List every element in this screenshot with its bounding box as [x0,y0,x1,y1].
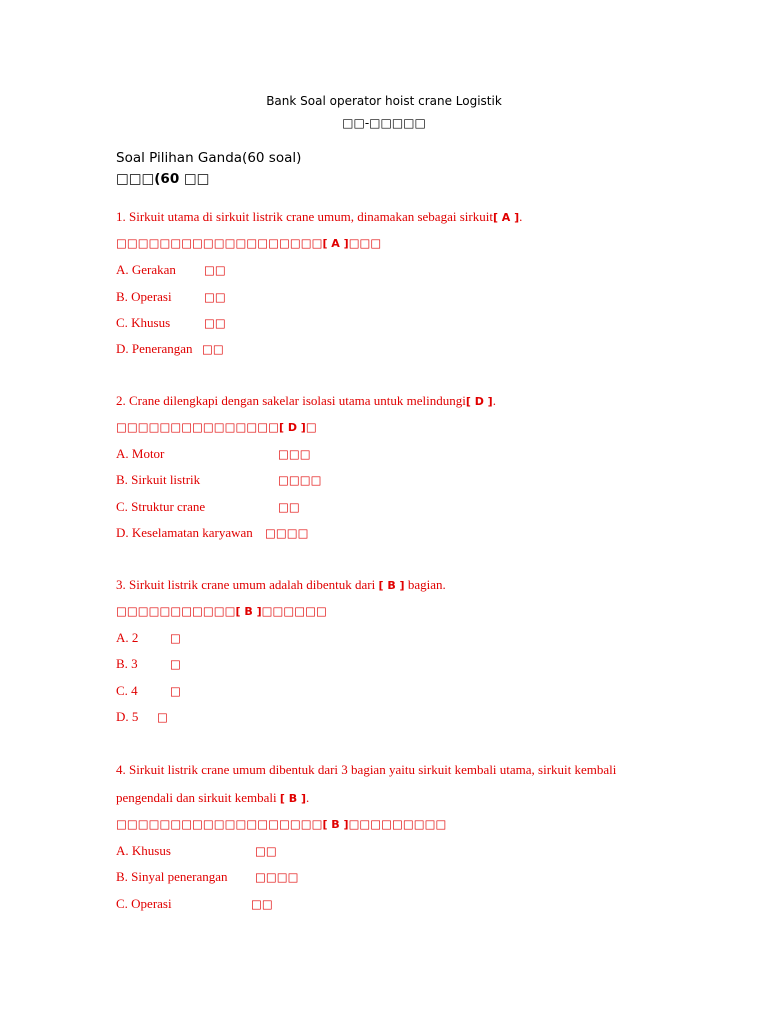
question-3-option-a: A. 2 □ [116,630,181,645]
question-1-option-b: B. Operasi □□ [116,289,226,304]
question-1-answer: [ A ] [492,211,520,224]
question-4-text-line2: pengendali dan sirkuit kembali [ B ]. [116,790,310,805]
question-1-option-c: C. Khusus □□ [116,315,226,330]
question-2-option-d: D. Keselamatan karyawan □□□□ [116,525,309,540]
question-2-answer: [ D ] [465,395,493,408]
question-4-option-c: C. Operasi □□ [116,896,273,911]
question-1-option-a: A. Gerakan □□ [116,262,226,277]
document-subtitle: □□-□□□□□ [342,116,426,130]
question-3-text-cn: □□□□□□□□□□□[ B ]□□□□□□ [116,604,327,618]
question-3-option-b: B. 3 □ [116,656,181,671]
section-title: Soal Pilihan Ganda(60 soal) [116,150,302,166]
question-2-option-b: B. Sirkuit listrik □□□□ [116,472,322,487]
question-4-text: 4. Sirkuit listrik crane umum dibentuk dari 3 bagian yaitu sirkuit kembali utama, sirkuit kembali [116,762,617,777]
question-1-text-cn: □□□□□□□□□□□□□□□□□□□[ A ]□□□ [116,236,382,250]
question-1-text: 1. Sirkuit utama di sirkuit listrik crane umum, dinamakan sebagai sirkuit[ A ]. [116,209,523,224]
question-3-option-c: C. 4 □ [116,683,181,698]
question-4-answer: [ B ] [279,792,307,805]
document-title: Bank Soal operator hoist crane Logistik [266,94,502,108]
question-2-option-c: C. Struktur crane □□ [116,499,300,514]
question-4-text-cn: □□□□□□□□□□□□□□□□□□□[ B ]□□□□□□□□□ [116,817,447,831]
question-3-option-d: D. 5 □ [116,709,168,724]
question-4-option-a: A. Khusus □□ [116,843,277,858]
question-2-option-a: A. Motor □□□ [116,446,311,461]
question-3-answer: [ B ] [378,579,405,592]
question-2-text-cn: □□□□□□□□□□□□□□□[ D ]□ [116,420,317,434]
question-3-text: 3. Sirkuit listrik crane umum adalah dibentuk dari [ B ] bagian. [116,577,446,592]
question-1-option-d: D. Penerangan □□ [116,341,224,356]
question-2-text: 2. Crane dilengkapi dengan sakelar isolasi utama untuk melindungi[ D ]. [116,393,496,408]
question-4-option-b: B. Sinyal penerangan □□□□ [116,869,299,884]
section-title-cn: □□□(60 □□ [116,171,210,187]
